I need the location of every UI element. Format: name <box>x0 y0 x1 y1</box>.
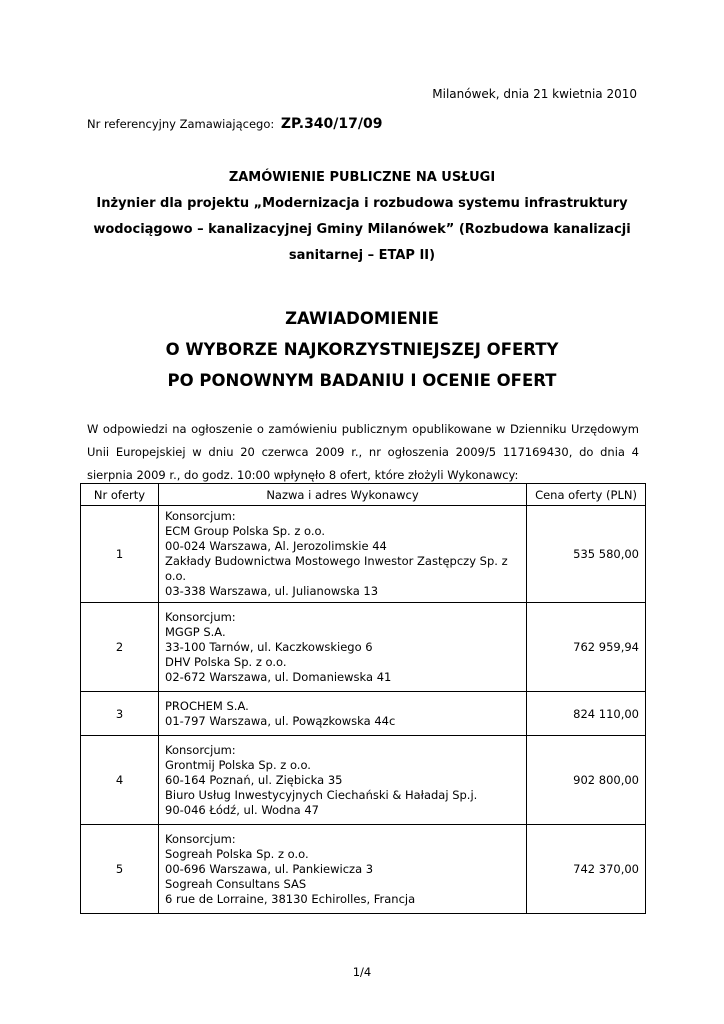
column-header-price: Cena oferty (PLN) <box>527 484 646 506</box>
offer-number: 2 <box>81 603 159 692</box>
contractor-cell <box>159 603 527 692</box>
contractor-cell <box>159 692 527 736</box>
table-row <box>81 603 646 692</box>
reference-line <box>87 116 382 132</box>
contractor-line: Konsorcjum: <box>165 609 236 624</box>
contractor-cell <box>159 506 527 603</box>
contractor-line: Konsorcjum: <box>165 831 236 846</box>
contractor-line: Konsorcjum: <box>165 509 236 523</box>
contractor-line: 90-046 Łódź, ul. Wodna 47 <box>165 802 319 817</box>
contractor-line: 6 rue de Lorraine, 38130 Echirolles, Francja <box>165 891 416 906</box>
offer-number: 4 <box>81 736 159 825</box>
table-row <box>81 692 646 736</box>
procurement-header <box>60 165 664 269</box>
contractor-line: MGGP S.A. <box>165 624 226 639</box>
offer-number: 5 <box>81 825 159 914</box>
offer-price: 902 800,00 <box>527 736 646 825</box>
contractor-line: Zakłady Budownictwa Mostowego Inwestor Zastępczy Sp. z o.o. <box>165 554 508 583</box>
table-row <box>81 825 646 914</box>
contractor-cell <box>159 825 527 914</box>
contractor-line: Sogreah Polska Sp. z o.o. <box>165 846 309 861</box>
notice-line: O WYBORZE NAJKORZYSTNIEJSZEJ OFERTY <box>165 340 559 359</box>
page-number: 1/4 <box>352 965 372 979</box>
contractor-line: PROCHEM S.A. <box>165 698 249 713</box>
intro-paragraph: W odpowiedzi na ogłoszenie o zamówieniu publicznym opublikowane w Dzienniku Urzędowym Unii Europejskiej w dniu 20 czerwca 2009 r., nr ogłoszenia 2009/5 117169430, do dnia 4 sierpnia 2009 r., do godz. 10:00 wpłynęło 8 ofert, które złożyli Wykonawcy: <box>87 422 639 482</box>
header-line: wodociągowo – kanalizacyjnej Gminy Milanówek” (Rozbudowa kanalizacji <box>93 222 631 237</box>
offer-price: 824 110,00 <box>527 692 646 736</box>
contractor-line: 00-696 Warszawa, ul. Pankiewicza 3 <box>165 861 374 876</box>
contractor-line: 01-797 Warszawa, ul. Powązkowska 44c <box>165 713 396 728</box>
header-line: Inżynier dla projektu „Modernizacja i rozbudowa systemu infrastruktury <box>96 196 628 211</box>
notice-title <box>60 303 664 396</box>
contractor-line: DHV Polska Sp. z o.o. <box>165 654 287 669</box>
contractor-line: 03-338 Warszawa, ul. Julianowska 13 <box>165 584 379 598</box>
notice-line: PO PONOWNYM BADANIU I OCENIE OFERT <box>167 371 557 390</box>
contractor-line: Sogreah Consultans SAS <box>165 876 307 891</box>
contractor-line: 00-024 Warszawa, Al. Jerozolimskie 44 <box>165 539 387 553</box>
contractor-line: 02-672 Warszawa, ul. Domaniewska 41 <box>165 669 392 684</box>
contractor-line: Biuro Usług Inwestycyjnych Ciechański & Haładaj Sp.j. <box>165 787 478 802</box>
offer-number: 1 <box>81 506 159 603</box>
offers-table <box>80 483 646 914</box>
date-line: Milanówek, dnia 21 kwietnia 2010 <box>432 87 637 101</box>
table-row <box>81 506 646 603</box>
offer-price: 535 580,00 <box>527 506 646 603</box>
table-header-row <box>81 484 646 506</box>
column-header-nr: Nr oferty <box>81 484 159 506</box>
offer-number: 3 <box>81 692 159 736</box>
contractor-line: Konsorcjum: <box>165 742 236 757</box>
header-line: sanitarnej – ETAP II) <box>288 248 436 263</box>
contractor-line: 60-164 Poznań, ul. Ziębicka 35 <box>165 772 343 787</box>
contractor-cell <box>159 736 527 825</box>
contractor-line: 33-100 Tarnów, ul. Kaczkowskiego 6 <box>165 639 373 654</box>
contractor-line: Grontmij Polska Sp. z o.o. <box>165 757 311 772</box>
contractor-line: ECM Group Polska Sp. z o.o. <box>165 524 326 538</box>
offer-price: 762 959,94 <box>527 603 646 692</box>
header-line: ZAMÓWIENIE PUBLICZNE NA USŁUGI <box>228 170 496 185</box>
reference-label: Nr referencyjny Zamawiającego: <box>87 117 275 131</box>
notice-line: ZAWIADOMIENIE <box>285 309 439 328</box>
column-header-name: Nazwa i adres Wykonawcy <box>159 484 527 506</box>
table-row <box>81 736 646 825</box>
reference-number: ZP.340/17/09 <box>280 116 383 132</box>
offer-price: 742 370,00 <box>527 825 646 914</box>
